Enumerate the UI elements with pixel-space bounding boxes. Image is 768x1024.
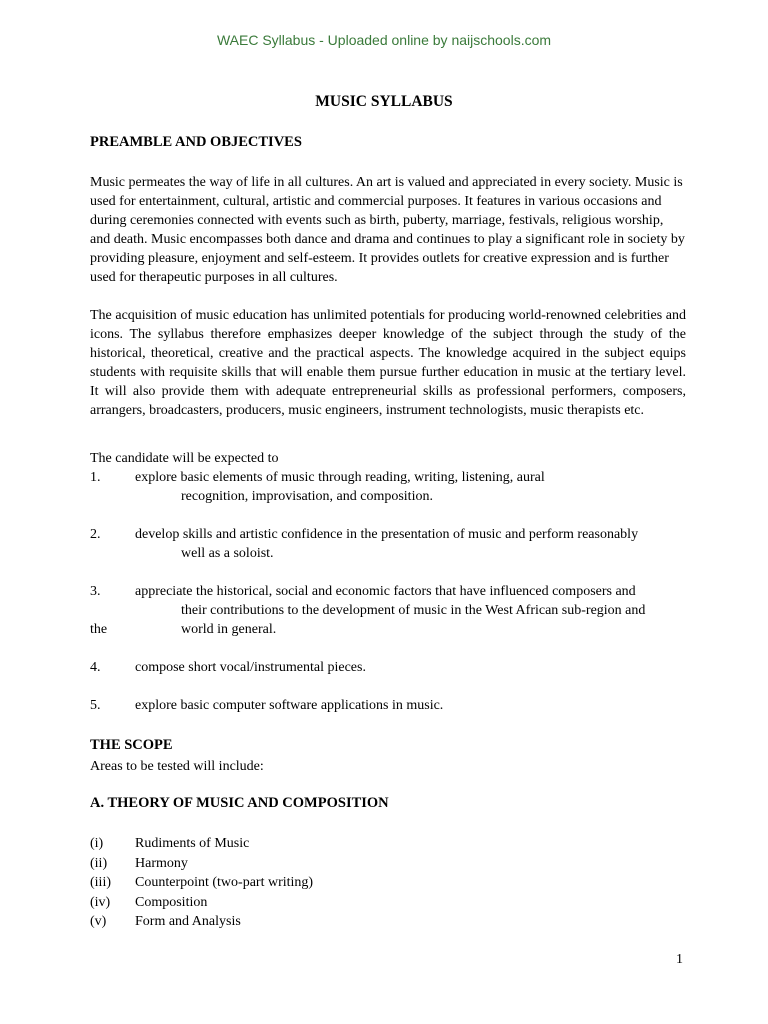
list-item <box>90 912 313 932</box>
objective-continuation: their contributions to the development of music in the West African sub-region and <box>181 603 646 618</box>
page-title: MUSIC SYLLABUS <box>315 93 453 110</box>
section-a-list <box>90 834 313 932</box>
objective-text: compose short vocal/instrumental pieces. <box>135 660 366 675</box>
list-item-label: Harmony <box>135 855 188 871</box>
objective-tail-text: world in general. <box>181 622 277 637</box>
list-item <box>90 893 313 913</box>
objective-tail-prefix: the <box>90 622 108 637</box>
source-header: WAEC Syllabus - Uploaded online by naijschools.com <box>216 32 552 48</box>
list-item-number: (iv) <box>90 894 111 910</box>
objective-item-5 <box>90 696 690 715</box>
objective-number: 4. <box>90 660 101 675</box>
list-item-number: (i) <box>90 836 104 851</box>
list-item <box>90 854 313 874</box>
section-a-heading: A. THEORY OF MUSIC AND COMPOSITION <box>90 795 389 811</box>
objective-item-3 <box>90 582 690 639</box>
scope-intro: Areas to be tested will include: <box>90 759 264 774</box>
objective-text: explore basic computer software applications in music. <box>135 698 444 713</box>
objective-number: 5. <box>90 698 101 713</box>
objectives-intro: The candidate will be expected to <box>90 451 279 466</box>
list-item <box>90 873 313 893</box>
list-item-label: Rudiments of Music <box>135 836 250 851</box>
objective-continuation-tail <box>90 620 690 639</box>
list-item <box>90 834 313 854</box>
page-number: 1 <box>676 952 683 967</box>
objective-number: 3. <box>90 584 101 599</box>
objectives-list <box>90 468 690 734</box>
objective-item-1 <box>90 468 690 506</box>
list-item-label: Composition <box>135 894 208 910</box>
objective-text: explore basic elements of music through reading, writing, listening, aural <box>135 470 545 485</box>
list-item-number: (v) <box>90 914 107 930</box>
list-item-label: Form and Analysis <box>135 914 241 930</box>
preamble-paragraph-2: The acquisition of music education has unlimited potentials for producing world-renowned celebrities and icons. The syllabus therefore emphasizes deeper knowledge of the subject through the study of the historical, theoretical, creative and the practical aspects. The knowledge acquired in the subject equips students with requisite skills that will enable them pursue further education in music at the tertiary level. It will also provide them with adequate entrepreneurial skills as professional performers, composers, arrangers, broadcasters, producers, music engineers, instrument technologists, music therapists etc. <box>90 308 686 418</box>
objective-item-4 <box>90 658 690 677</box>
objective-number: 2. <box>90 527 101 542</box>
objective-item-2 <box>90 525 690 563</box>
objective-text: develop skills and artistic confidence in the presentation of music and perform reasonably <box>135 527 639 542</box>
preamble-heading: PREAMBLE AND OBJECTIVES <box>90 134 302 150</box>
list-item-number: (iii) <box>90 875 111 891</box>
objective-text: appreciate the historical, social and economic factors that have influenced composers and <box>135 584 636 599</box>
objective-continuation: recognition, improvisation, and composition. <box>181 489 433 504</box>
preamble-paragraph-1: Music permeates the way of life in all cultures. An art is valued and appreciated in every society. Music is used for entertainment, cultural, artistic and commercial purposes. It features in various occasions and during ceremonies connected with events such as birth, puberty, marriage, festivals, religious worship, and death. Music encompasses both dance and drama and continues to play a significant role in society by providing pleasure, enjoyment and self-esteem. It provides outlets for creative expression and is further used for therapeutic purposes in all cultures. <box>90 175 685 285</box>
list-item-number: (ii) <box>90 855 108 871</box>
objective-number: 1. <box>90 470 101 485</box>
objective-continuation: well as a soloist. <box>181 546 274 561</box>
list-item-label: Counterpoint (two-part writing) <box>135 875 314 891</box>
scope-heading: THE SCOPE <box>90 737 173 753</box>
